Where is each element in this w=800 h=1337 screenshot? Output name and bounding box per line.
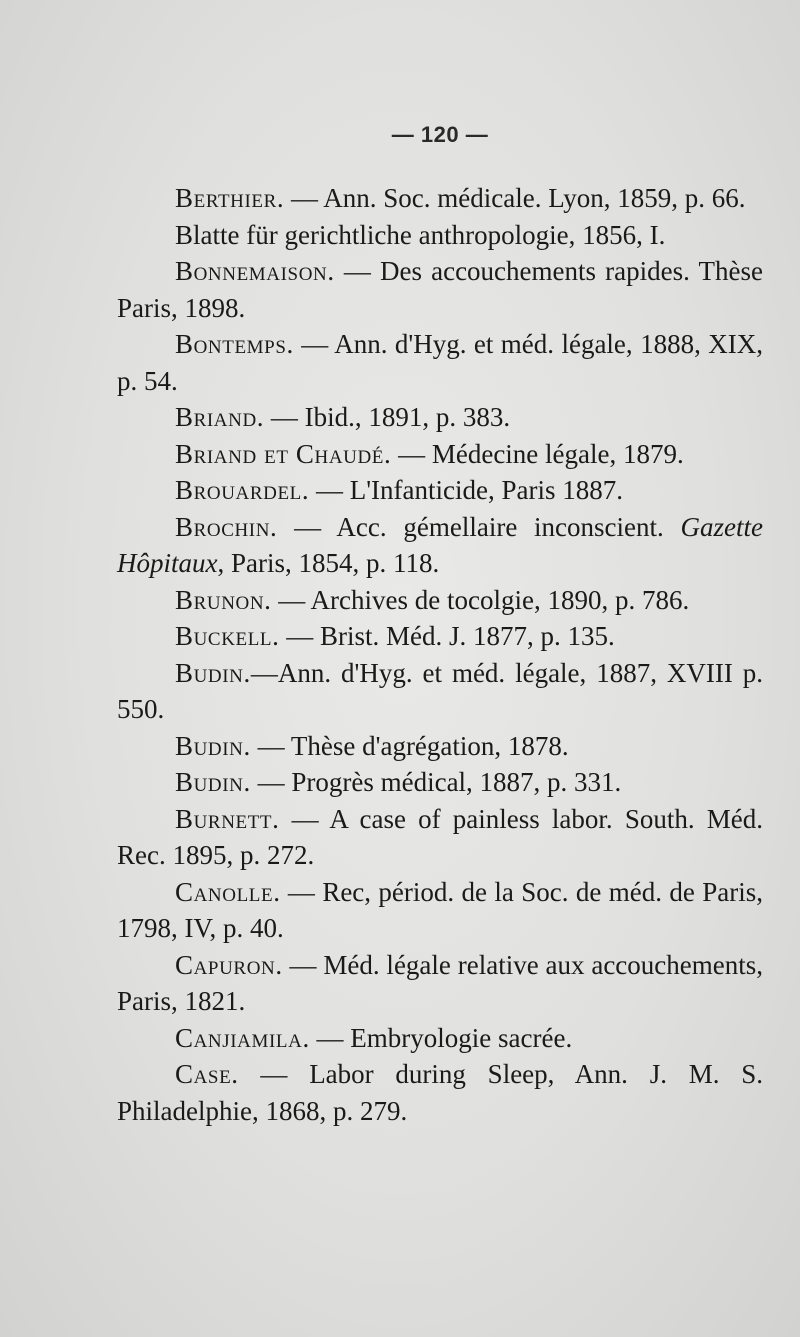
citation-text: Progrès médical, 1887, p. 331.: [291, 767, 622, 797]
separator: —: [293, 329, 335, 359]
author-name: Brouardel.: [175, 475, 310, 505]
citation-text: Ibid., 1891, p. 383.: [304, 402, 511, 432]
page-number: — 120 —: [391, 122, 489, 147]
author-name: Budin.: [175, 730, 251, 761]
author-name: Briand et Chaudé.: [175, 438, 392, 469]
bibliography-entry: [117, 180, 763, 217]
citation-text: Médecine légale, 1879.: [431, 438, 684, 469]
author-name: Budin.: [175, 657, 251, 688]
author-name: Buckell.: [175, 621, 280, 651]
citation-text-after: , Paris, 1854, p. 118.: [217, 548, 440, 578]
citation-text: A case of painless labor. South. Méd. Rec. 1895, p. 272.: [117, 803, 763, 870]
separator: —: [238, 1059, 310, 1089]
author-name: Bonnemaison.: [175, 256, 335, 286]
bibliography-entry: [117, 1056, 763, 1129]
separator: —: [250, 657, 278, 688]
author-name: Case.: [175, 1059, 239, 1089]
separator: —: [280, 876, 323, 907]
author-name: Bontemps.: [175, 329, 294, 359]
separator: —: [309, 1022, 351, 1053]
separator: —: [279, 621, 320, 651]
journal-title: Gazette Hôpitaux: [117, 511, 763, 578]
separator: —: [284, 183, 324, 213]
author-name: Brunon.: [175, 584, 272, 615]
bibliography-entry: [117, 436, 763, 473]
citation-text: Archives de tocolgie, 1890, p. 786.: [310, 584, 690, 615]
bibliography-list: [117, 180, 763, 1129]
citation-text: Ann. Soc. médicale. Lyon, 1859, p. 66.: [323, 183, 746, 213]
citation-text: Rec, périod. de la Soc. de méd. de Paris, 1798, IV, p. 40.: [117, 876, 763, 943]
citation-text: Blatte für gerichtliche anthropologie, 1856, I.: [175, 219, 666, 250]
separator: —: [271, 584, 311, 615]
author-name: Brochin.: [175, 511, 278, 542]
separator: —: [391, 438, 432, 469]
bibliography-entry: [117, 801, 763, 874]
author-name: Canjiamila.: [175, 1022, 310, 1053]
bibliography-entry: [117, 655, 763, 728]
separator: —: [277, 511, 337, 542]
separator: —: [279, 803, 330, 834]
separator: —: [282, 949, 324, 980]
bibliography-entry: [117, 874, 763, 947]
separator: —: [250, 767, 292, 797]
separator: —: [334, 256, 380, 286]
author-name: Briand.: [175, 402, 265, 432]
separator: —: [309, 475, 350, 505]
bibliography-entry: [117, 253, 763, 326]
citation-text: L'Infanticide, Paris 1887.: [349, 475, 623, 505]
bibliography-entry: [117, 399, 763, 436]
bibliography-entry: [117, 326, 763, 399]
author-name: Berthier.: [175, 183, 285, 213]
citation-text: Labor during Sleep, Ann. J. M. S. Philadelphie, 1868, p. 279.: [117, 1059, 763, 1126]
citation-text: Acc. gémellaire inconscient.: [336, 511, 681, 542]
citation-text: Thèse d'agrégation, 1878.: [290, 730, 569, 761]
bibliography-entry: [117, 509, 763, 582]
bibliography-entry: [117, 618, 763, 655]
citation-text: Embryologie sacrée.: [350, 1022, 573, 1053]
author-name: Budin.: [175, 767, 251, 797]
author-name: Capuron.: [175, 949, 283, 980]
bibliography-entry: [117, 217, 763, 254]
citation-text: Méd. légale relative aux accouchements, Paris, 1821.: [117, 949, 763, 1016]
author-name: Canolle.: [175, 876, 281, 907]
separator: —: [264, 402, 305, 432]
bibliography-entry: [117, 764, 763, 801]
citation-text: Des accouchements rapides. Thèse Paris, 1898.: [117, 256, 763, 323]
author-name: Burnett.: [175, 803, 280, 834]
bibliography-entry: [117, 1020, 763, 1057]
citation-text: Ann. d'Hyg. et méd. légale, 1887, XVIII p. 550.: [117, 657, 763, 724]
bibliography-entry: [117, 582, 763, 619]
bibliography-entry: [117, 472, 763, 509]
citation-text: Ann. d'Hyg. et méd. légale, 1888, XIX, p. 54.: [117, 329, 763, 396]
citation-text: Brist. Méd. J. 1877, p. 135.: [320, 621, 615, 651]
bibliography-entry: [117, 947, 763, 1020]
separator: —: [250, 730, 291, 761]
bibliography-entry: [117, 728, 763, 765]
